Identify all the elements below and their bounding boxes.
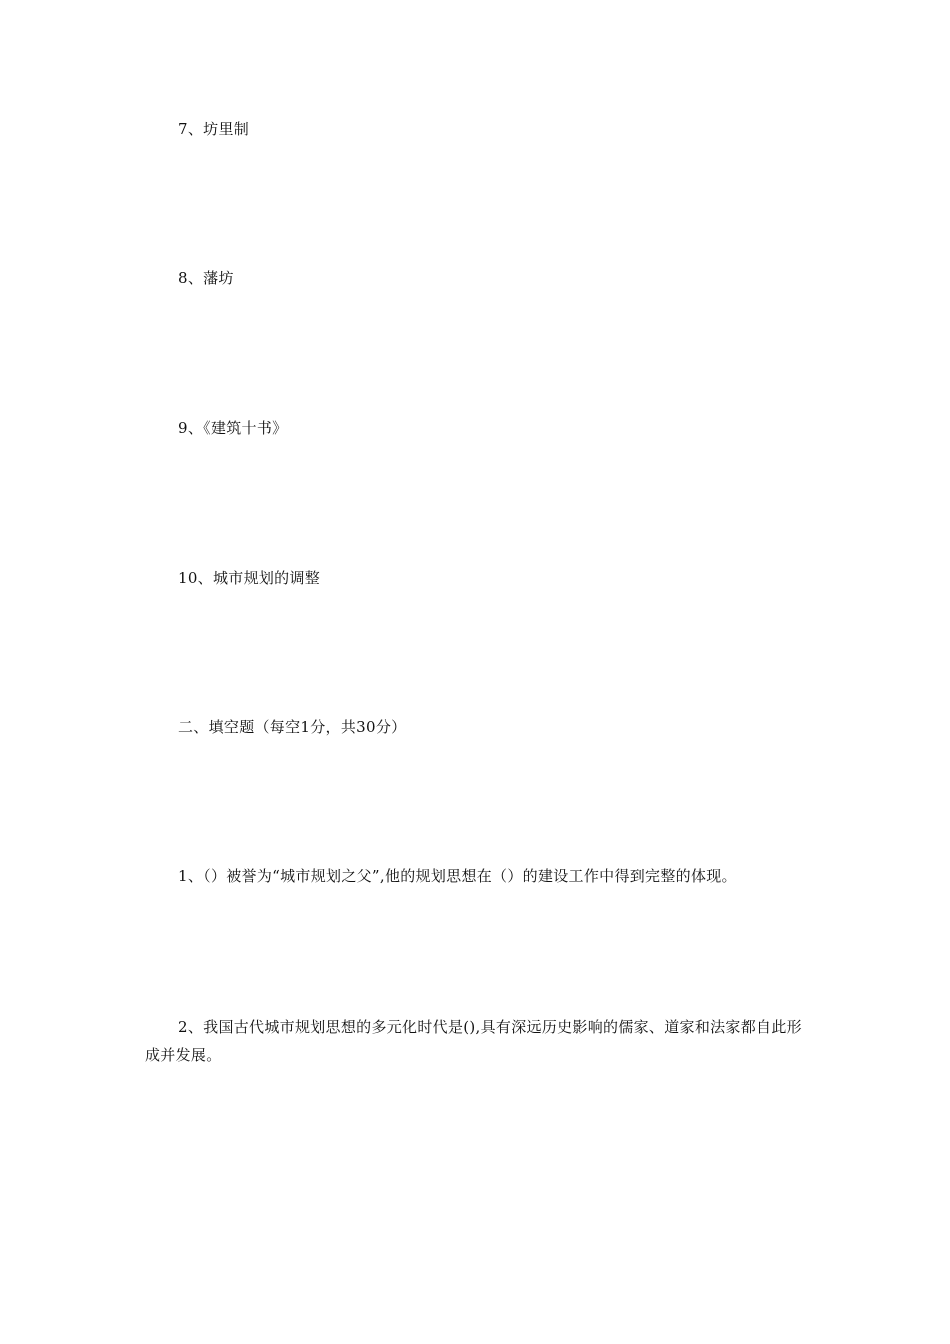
term-item-7: 7、坊里制 — [178, 120, 250, 138]
question-1: 1、（）被誉为“城市规划之父”,他的规划思想在（）的建设工作中得到完整的体现。 — [178, 867, 737, 885]
term-item-9: 9、《建筑十书》 — [178, 419, 288, 437]
term-item-10: 10、城市规划的调整 — [178, 569, 321, 587]
section-heading-fill-in-blank: 二、填空题（每空1分，共30分） — [178, 718, 407, 736]
question-2: 2、我国古代城市规划思想的多元化时代是(),具有深远历史影响的儒家、道家和法家都自此形成并发展。 — [145, 1018, 802, 1064]
term-item-8: 8、藩坊 — [178, 269, 234, 287]
